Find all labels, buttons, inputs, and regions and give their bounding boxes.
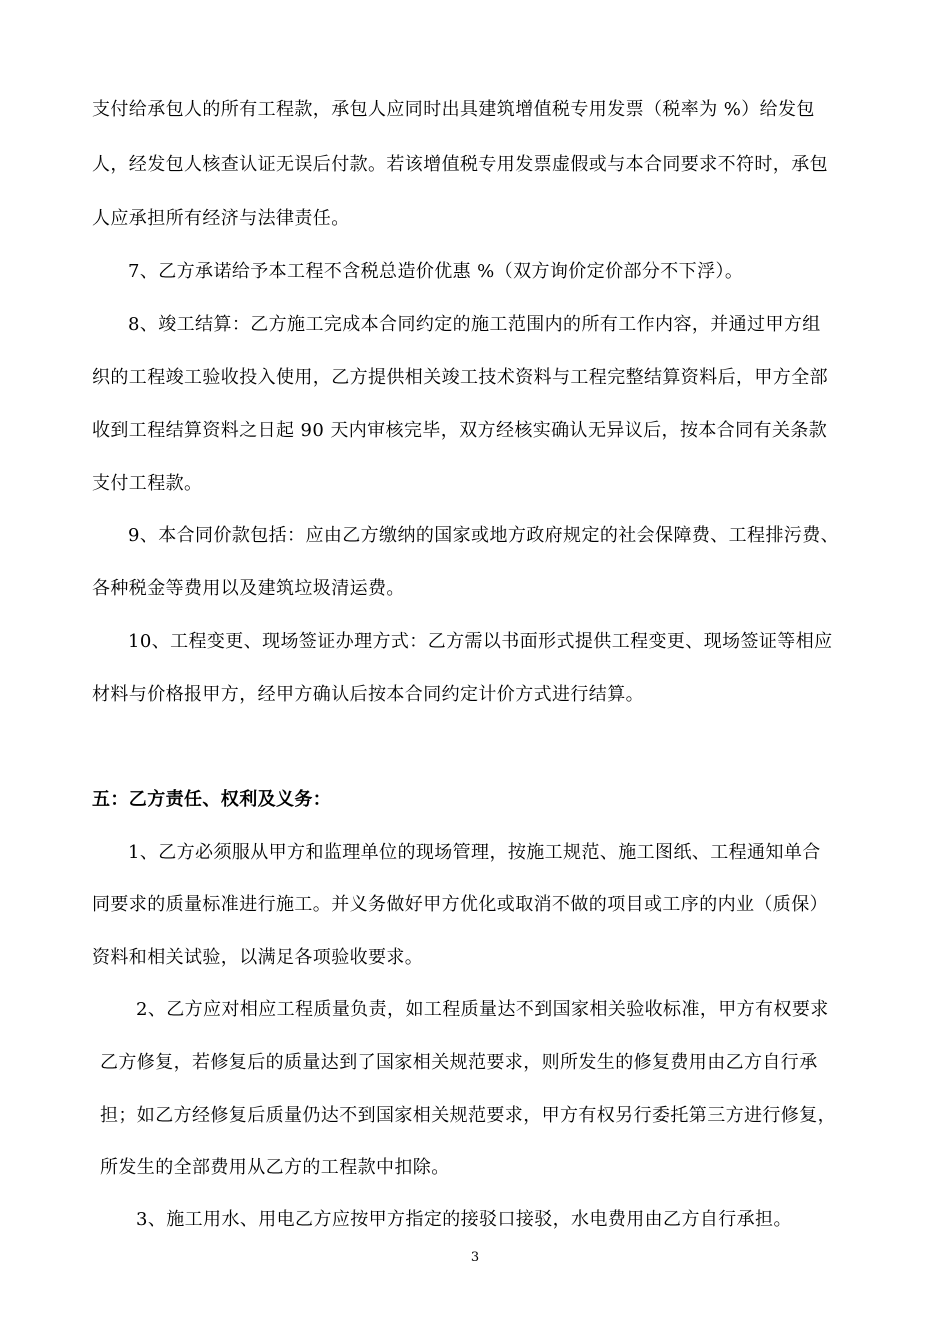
text-line: 人，经发包人核查认证无误后付款。若该增值税专用发票虚假或与本合同要求不符时，承包: [92, 154, 828, 175]
text-line: 2、乙方应对相应工程质量负责，如工程质量达不到国家相关验收标准，甲方有权要求: [136, 999, 829, 1020]
text-line: 各种税金等费用以及建筑垃圾清运费。: [92, 578, 405, 599]
section-heading: 五：乙方责任、权利及义务：: [92, 789, 332, 810]
text-line: 1、乙方必须服从甲方和监理单位的现场管理，按施工规范、施工图纸、工程通知单合: [128, 842, 821, 863]
text-line: 支付给承包人的所有工程款，承包人应同时出具建筑增值税专用发票（税率为 %）给发包: [92, 99, 815, 120]
text-line: 9、本合同价款包括：应由乙方缴纳的国家或地方政府规定的社会保障费、工程排污费、: [128, 525, 840, 546]
text-line: 人应承担所有经济与法律责任。: [92, 208, 350, 229]
text-line: 7、乙方承诺给予本工程不含税总造价优惠 %（双方询价定价部分不下浮）。: [128, 261, 744, 282]
text-line: 3、施工用水、用电乙方应按甲方指定的接驳口接驳，水电费用由乙方自行承担。: [136, 1209, 792, 1230]
text-line: 收到工程结算资料之日起 90 天内审核完毕，双方经核实确认无异议后，按本合同有关条款: [92, 420, 828, 441]
text-line: 所发生的全部费用从乙方的工程款中扣除。: [100, 1157, 450, 1178]
text-line: 同要求的质量标准进行施工。并义务做好甲方优化或取消不做的项目或工序的内业（质保）: [92, 894, 828, 915]
text-line: 乙方修复，若修复后的质量达到了国家相关规范要求，则所发生的修复费用由乙方自行承: [100, 1052, 818, 1073]
text-line: 10、工程变更、现场签证办理方式：乙方需以书面形式提供工程变更、现场签证等相应: [128, 631, 833, 652]
text-line: 资料和相关试验，以满足各项验收要求。: [92, 947, 424, 968]
text-line: 支付工程款。: [92, 473, 203, 494]
text-line: 担；如乙方经修复后质量仍达不到国家相关规范要求，甲方有权另行委托第三方进行修复，: [100, 1105, 836, 1126]
text-line: 材料与价格报甲方，经甲方确认后按本合同约定计价方式进行结算。: [92, 684, 644, 705]
page-number: 3: [470, 1250, 480, 1265]
text-line: 8、竣工结算：乙方施工完成本合同约定的施工范围内的所有工作内容，并通过甲方组: [128, 314, 821, 335]
text-line: 织的工程竣工验收投入使用，乙方提供相关竣工技术资料与工程完整结算资料后，甲方全部: [92, 367, 828, 388]
